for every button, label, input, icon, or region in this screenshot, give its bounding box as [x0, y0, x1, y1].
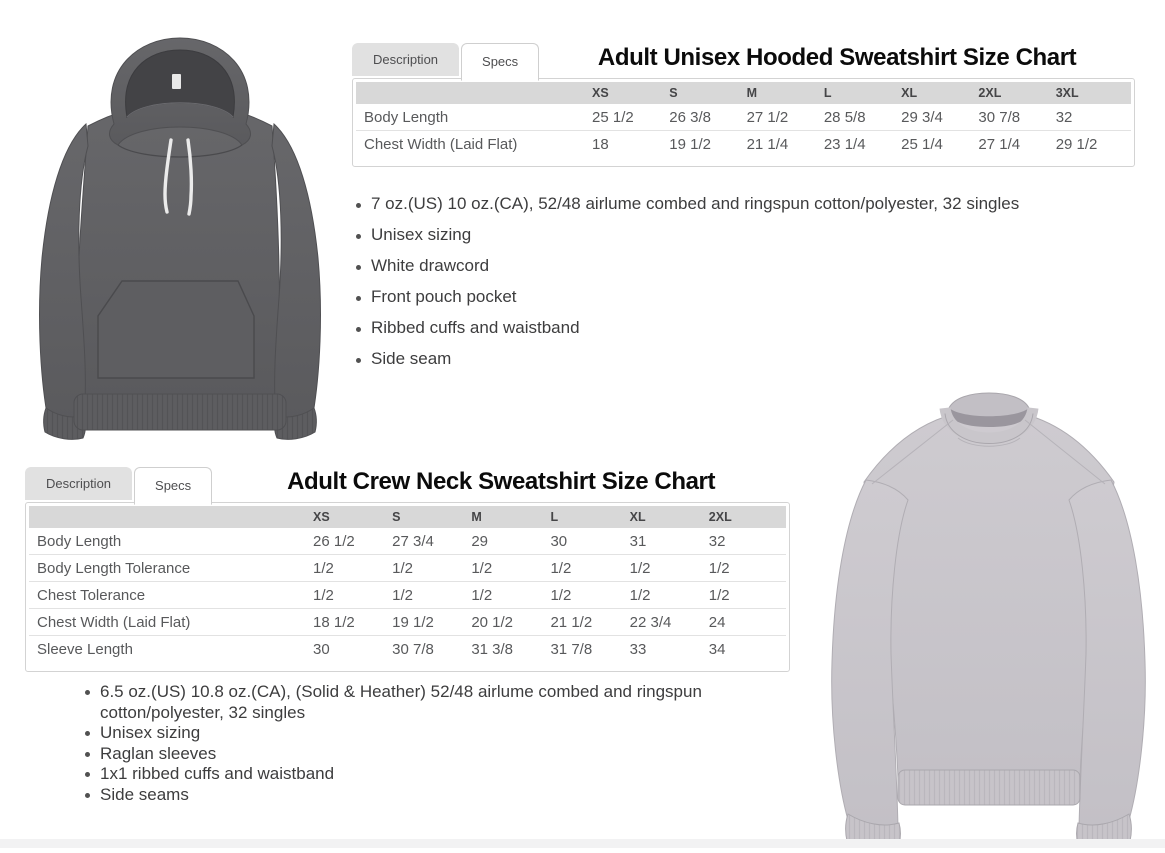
feature-item: Front pouch pocket — [354, 288, 1114, 306]
size-value: 1/2 — [707, 582, 786, 609]
size-column-header: 2XL — [707, 506, 786, 528]
tab-description[interactable]: Description — [25, 467, 132, 500]
size-value: 29 3/4 — [901, 109, 943, 126]
size-column-header: S — [390, 506, 469, 528]
size-value: 19 1/2 — [390, 609, 469, 636]
size-value: 1/2 — [469, 582, 548, 609]
size-value: 30 7/8 — [390, 636, 469, 663]
hoodie-feature-list — [354, 195, 1114, 368]
size-value: 28 5/8 — [823, 109, 866, 126]
size-column-header: M — [745, 82, 822, 104]
table-row — [356, 131, 1131, 158]
feature-item: 7 oz.(US) 10 oz.(CA), 52/48 airlume combed and ringspun cotton/polyester, 32 singles — [354, 195, 1114, 213]
size-column-header: S — [667, 82, 744, 104]
size-value: 21 1/4 — [745, 131, 822, 158]
size-value: 30 — [550, 533, 568, 550]
size-value: 1/2 — [548, 582, 627, 609]
size-value: 32 — [708, 533, 726, 550]
crew-collar — [945, 393, 1033, 444]
size-value: 18 — [590, 131, 667, 158]
size-value: 34 — [707, 636, 786, 663]
row-label: Sleeve Length — [29, 636, 311, 663]
size-value: 29 1/2 — [1054, 131, 1131, 158]
row-label: Chest Tolerance — [29, 582, 311, 609]
table-row — [29, 555, 786, 582]
table-row — [29, 636, 786, 663]
size-value: 27 3/4 — [392, 533, 434, 550]
hoodie-product-image — [20, 18, 340, 450]
feature-item: White drawcord — [354, 257, 1114, 275]
size-value: 1/2 — [390, 555, 469, 582]
tab-specs[interactable]: Specs — [461, 43, 539, 81]
crew-chart-title: Adult Crew Neck Sweatshirt Size Chart — [287, 468, 716, 495]
feature-item: Side seams — [83, 785, 723, 806]
table-header-row — [356, 82, 1131, 104]
size-value: 23 1/4 — [822, 131, 899, 158]
size-value: 1/2 — [707, 555, 786, 582]
size-value: 1/2 — [390, 582, 469, 609]
crew-tab-bar — [25, 464, 790, 502]
hoodie-tab-bar — [352, 40, 1135, 78]
size-value: 27 1/2 — [746, 109, 789, 126]
size-value: 18 1/2 — [311, 609, 390, 636]
feature-item: Unisex sizing — [83, 723, 723, 744]
size-value: 1/2 — [628, 582, 707, 609]
crew-illustration — [812, 382, 1165, 848]
size-column-header: XS — [590, 82, 667, 104]
size-value: 32 — [1055, 109, 1073, 126]
feature-item: 6.5 oz.(US) 10.8 oz.(CA), (Solid & Heather) 52/48 airlume combed and ringspun cotton/polyester, 32 singles — [83, 682, 723, 723]
hoodie-waistband — [74, 394, 286, 430]
feature-item: Unisex sizing — [354, 226, 1114, 244]
feature-item: Raglan sleeves — [83, 744, 723, 765]
crew-size-table — [29, 506, 786, 662]
table-header-row — [29, 506, 786, 528]
hoodie-size-table-container — [352, 78, 1135, 167]
crew-product-image — [812, 382, 1165, 848]
table-row — [29, 528, 786, 555]
size-value: 30 — [311, 636, 390, 663]
crew-size-table-container — [25, 502, 790, 672]
size-value: 22 3/4 — [628, 609, 707, 636]
size-value: 1/2 — [548, 555, 627, 582]
feature-item: 1x1 ribbed cuffs and waistband — [83, 764, 723, 785]
size-column-header — [29, 506, 311, 528]
size-column-header: XS — [311, 506, 390, 528]
table-row — [29, 582, 786, 609]
crew-body — [864, 414, 1114, 778]
size-value: 27 1/4 — [976, 131, 1053, 158]
hoodie-pocket — [98, 281, 254, 378]
size-value: 33 — [628, 636, 707, 663]
size-value: 19 1/2 — [667, 131, 744, 158]
row-label: Chest Width (Laid Flat) — [356, 131, 590, 158]
size-value: 26 3/8 — [669, 109, 711, 126]
size-column-header: XL — [899, 82, 976, 104]
size-column-header: M — [469, 506, 548, 528]
size-column-header: XL — [628, 506, 707, 528]
size-column-header: 2XL — [976, 82, 1053, 104]
feature-item: Side seam — [354, 350, 1114, 368]
hoodie-illustration — [20, 18, 340, 450]
tab-specs[interactable]: Specs — [134, 467, 212, 505]
size-value: 1/2 — [311, 582, 390, 609]
hoodie-neck-tag — [172, 74, 181, 89]
size-value: 1/2 — [469, 555, 548, 582]
table-row — [356, 104, 1131, 131]
table-row — [29, 609, 786, 636]
page-bottom-strip — [0, 839, 1165, 848]
row-label: Chest Width (Laid Flat) — [29, 609, 311, 636]
row-label: Body Length Tolerance — [29, 555, 311, 582]
size-value: 25 1/2 — [592, 109, 634, 126]
row-label: Body Length — [364, 109, 449, 126]
size-value: 25 1/4 — [899, 131, 976, 158]
size-value: 24 — [707, 609, 786, 636]
size-value: 20 1/2 — [469, 609, 548, 636]
size-value: 30 7/8 — [978, 109, 1021, 126]
size-value: 26 1/2 — [313, 533, 355, 550]
size-value: 1/2 — [628, 555, 707, 582]
hoodie-size-table — [356, 82, 1131, 157]
tab-description[interactable]: Description — [352, 43, 459, 76]
crew-waistband — [898, 770, 1080, 805]
size-column-header — [356, 82, 590, 104]
size-column-header: 3XL — [1054, 82, 1131, 104]
row-label: Body Length — [37, 533, 122, 550]
hoodie-size-chart-panel — [352, 40, 1135, 381]
size-value: 31 3/8 — [469, 636, 548, 663]
size-value: 31 — [629, 533, 647, 550]
size-column-header: L — [548, 506, 627, 528]
size-value: 1/2 — [311, 555, 390, 582]
size-value: 29 — [471, 533, 488, 550]
crew-feature-list — [83, 682, 723, 805]
size-value: 21 1/2 — [548, 609, 627, 636]
size-value: 31 7/8 — [548, 636, 627, 663]
size-column-header: L — [822, 82, 899, 104]
hoodie-chart-title: Adult Unisex Hooded Sweatshirt Size Chart — [597, 44, 1077, 71]
feature-item: Ribbed cuffs and waistband — [354, 319, 1114, 337]
crew-size-chart-panel — [25, 464, 790, 805]
